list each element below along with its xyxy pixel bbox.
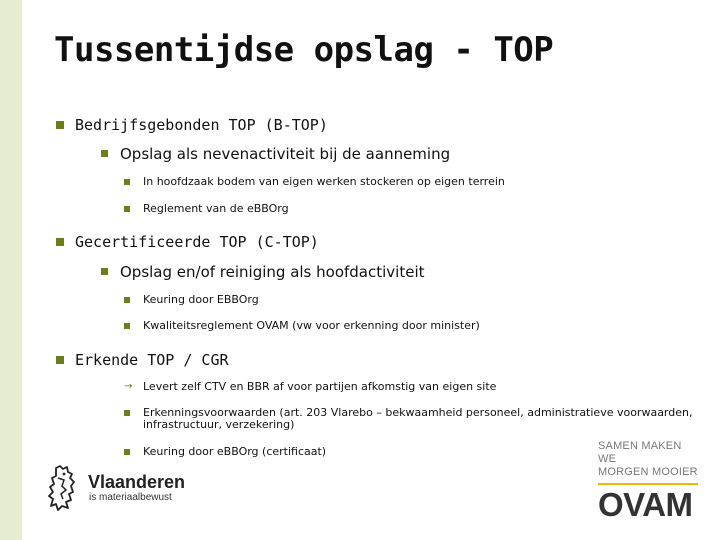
bullet-text: Kwaliteitsreglement OVAM (vw voor erkenning door minister)	[143, 319, 480, 332]
flemish-lion-icon	[44, 464, 80, 512]
slide-title: Tussentijdse opslag - TOP	[54, 30, 554, 70]
vlaanderen-logo	[44, 464, 185, 512]
sub-bullet-opslag-hoofdactiviteit	[101, 263, 425, 281]
square-bullet-icon	[56, 121, 64, 129]
bullet-text: Opslag en/of reiniging als hoofdactiviteit	[120, 263, 425, 281]
square-bullet-icon	[124, 449, 130, 455]
square-bullet-icon	[124, 410, 130, 416]
bullet-b-top	[56, 116, 328, 134]
left-accent-bar	[0, 0, 22, 540]
square-bullet-icon	[124, 297, 130, 303]
bullet-c-top	[56, 233, 319, 251]
bullet-text: Bedrijfsgebonden TOP (B-TOP)	[75, 116, 328, 134]
square-bullet-icon	[124, 179, 130, 185]
bullet-text: Keuring door EBBOrg	[143, 293, 259, 306]
detail-bullet-levert-ctv	[124, 381, 698, 393]
ovam-slogan-line-1: SAMEN MAKEN WE	[598, 440, 682, 465]
ovam-accent-line	[598, 483, 698, 485]
vlaanderen-slogan: is materiaalbewust	[89, 492, 172, 503]
square-bullet-icon	[56, 238, 64, 246]
ovam-name: OVAM	[598, 486, 693, 523]
bullet-text: Gecertificeerde TOP (C-TOP)	[75, 233, 319, 251]
bullet-text: Opslag als nevenactiviteit bij de aanneming	[120, 145, 451, 163]
arrow-bullet-icon: →	[124, 381, 133, 392]
ovam-slogan-line-2: MORGEN MOOIER	[598, 466, 698, 478]
square-bullet-icon	[124, 206, 130, 212]
bullet-text: Keuring door eBBOrg (certificaat)	[143, 445, 327, 458]
square-bullet-icon	[101, 268, 108, 275]
bullet-text: In hoofdzaak bodem van eigen werken stockeren op eigen terrein	[143, 175, 505, 188]
detail-bullet-reglement	[124, 203, 698, 215]
square-bullet-icon	[101, 150, 108, 157]
square-bullet-icon	[56, 356, 64, 364]
detail-bullet-hoofdzaak	[124, 176, 698, 188]
bullet-text: Levert zelf CTV en BBR af voor partijen afkomstig van eigen site	[143, 380, 497, 393]
vlaanderen-name: Vlaanderen	[88, 472, 186, 492]
detail-bullet-erkenningsvoorwaarden	[124, 407, 698, 431]
bullet-text: Reglement van de eBBOrg	[143, 202, 289, 215]
bullet-erkende-top	[56, 351, 229, 369]
bullet-text: Erkenningsvoorwaarden (art. 203 Vlarebo – bekwaamheid personeel, administratieve voorwaarden, infrastructuur, verzekering)	[143, 406, 693, 431]
sub-bullet-opslag-nevenactiviteit	[101, 145, 450, 163]
ovam-logo	[598, 440, 702, 523]
bullet-text: Erkende TOP / CGR	[75, 351, 229, 369]
detail-bullet-kwaliteitsreglement	[124, 320, 698, 332]
square-bullet-icon	[124, 323, 130, 329]
detail-bullet-keuring-ebborg	[124, 294, 698, 306]
